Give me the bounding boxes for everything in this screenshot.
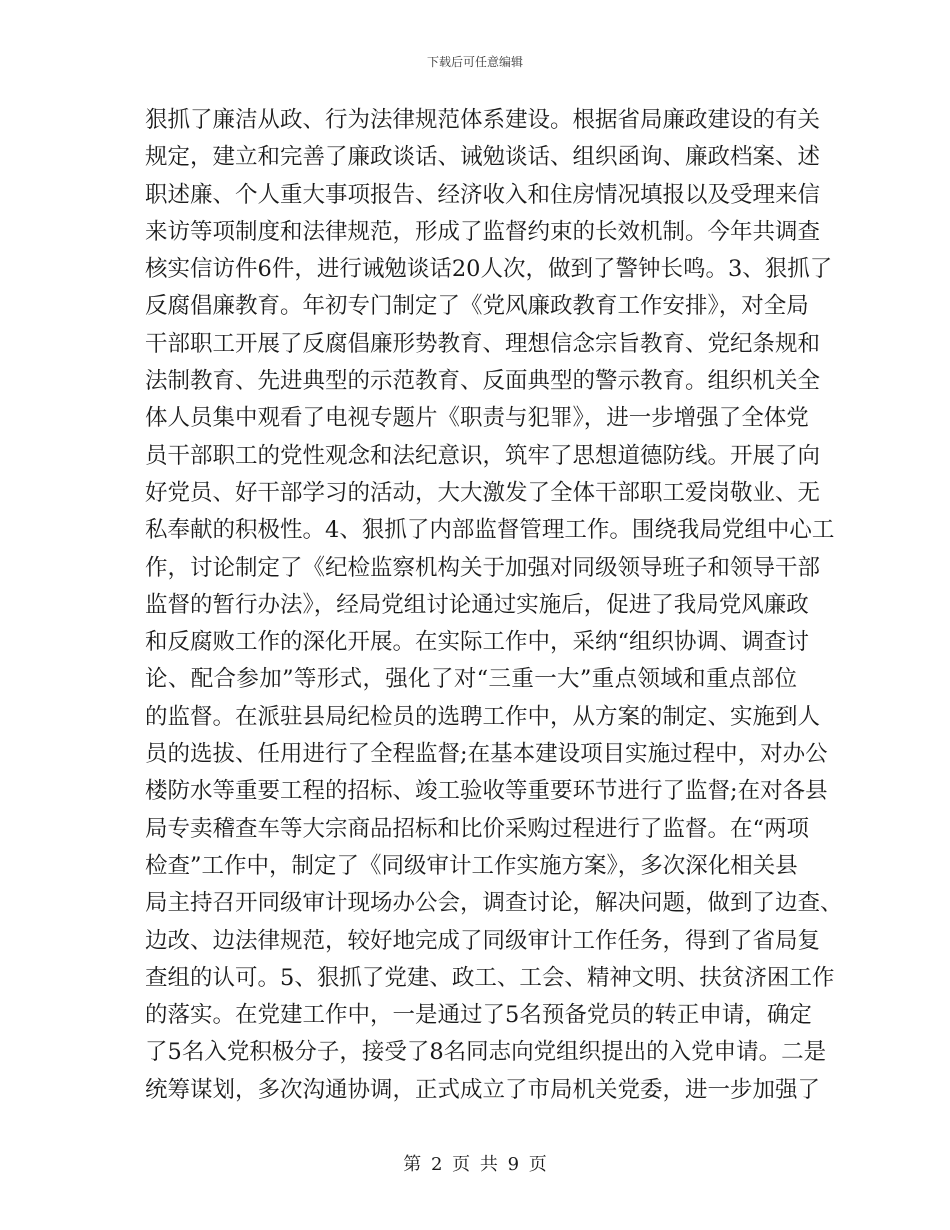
- page-header-note: 下载后可任意编辑: [426, 55, 523, 69]
- text-line: 干部职工开展了反腐倡廉形势教育、理想信念宗旨教育、党纪条规和: [145, 330, 821, 357]
- text-line: 作，讨论制定了《纪检监察机构关于加强对同级领导班子和领导干部: [145, 554, 821, 581]
- text-line: 狠抓了廉洁从政、行为法律规范体系建设。根据省局廉政建设的有关: [145, 107, 821, 133]
- text-line: 好党员、好干部学习的活动，大大激发了全体干部职工爱岗敬业、无: [145, 479, 821, 506]
- text-line: 规定，建立和完善了廉政谈话、诫勉谈话、组织函询、廉政档案、述: [145, 144, 821, 171]
- text-line: 边改、边法律规范，较好地完成了同级审计工作任务，得到了省局复: [145, 927, 821, 954]
- text-line: 的监督。在派驻县局纪检员的选聘工作中，从方案的制定、实施到人: [145, 703, 821, 730]
- text-line: 了5名入党积极分子，接受了8名同志向党组织提出的入党申请。二是: [145, 1039, 827, 1066]
- text-line: 局专卖稽查车等大宗商品招标和比价采购过程进行了监督。在“两项: [145, 815, 810, 842]
- text-line: 统筹谋划，多次沟通协调，正式成立了市局机关党委，进一步加强了: [145, 1076, 821, 1103]
- text-line: 法制教育、先进典型的示范教育、反面典型的警示教育。组织机关全: [145, 368, 821, 395]
- text-line: 检查”工作中，制定了《同级审计工作实施方案》，多次深化相关县: [145, 852, 798, 879]
- text-line: 员的选拔、任用进行了全程监督;在基本建设项目实施过程中，对办公: [145, 741, 828, 768]
- page-number-footer: 第 2 页 共 9 页: [403, 1154, 547, 1175]
- body-paragraph: [145, 102, 843, 1109]
- text-line: 体人员集中观看了电视专题片《职责与犯罪》，进一步增强了全体党: [145, 405, 809, 432]
- text-line: 反腐倡廉教育。年初专门制定了《党风廉政教育工作安排》，对全局: [145, 293, 809, 320]
- text-line: 和反腐败工作的深化开展。在实际工作中，采纳“组织协调、调查讨: [145, 629, 810, 656]
- text-line: 员干部职工的党性观念和法纪意识，筑牢了思想道德防线。开展了向: [145, 442, 821, 469]
- text-line: 楼防水等重要工程的招标、竣工验收等重要环节进行了监督;在对各县: [145, 778, 828, 805]
- text-line: 的落实。在党建工作中，一是通过了5名预备党员的转正申请，确定: [145, 1002, 812, 1029]
- text-line: 局主持召开同级审计现场办公会，调查讨论，解决问题，做到了边查、: [145, 890, 843, 917]
- text-line: 监督的暂行办法》，经局党组讨论通过实施后，促进了我局党风廉政: [145, 591, 809, 618]
- text-line: 私奉献的积极性。4、狠抓了内部监督管理工作。围绕我局党组中心工: [145, 517, 835, 544]
- text-line: 职述廉、个人重大事项报告、经济收入和住房情况填报以及受理来信: [145, 181, 821, 208]
- text-line: 查组的认可。5、狠抓了党建、政工、工会、精神文明、扶贫济困工作: [145, 964, 835, 991]
- text-line: 论、配合参加”等形式，强化了对“三重一大”重点领域和重点部位: [145, 666, 797, 693]
- text-line: 核实信访件6件，进行诫勉谈话20人次，做到了警钟长鸣。3、狠抓了: [145, 256, 833, 283]
- text-line: 来访等项制度和法律规范，形成了监督约束的长效机制。今年共调查: [145, 218, 821, 245]
